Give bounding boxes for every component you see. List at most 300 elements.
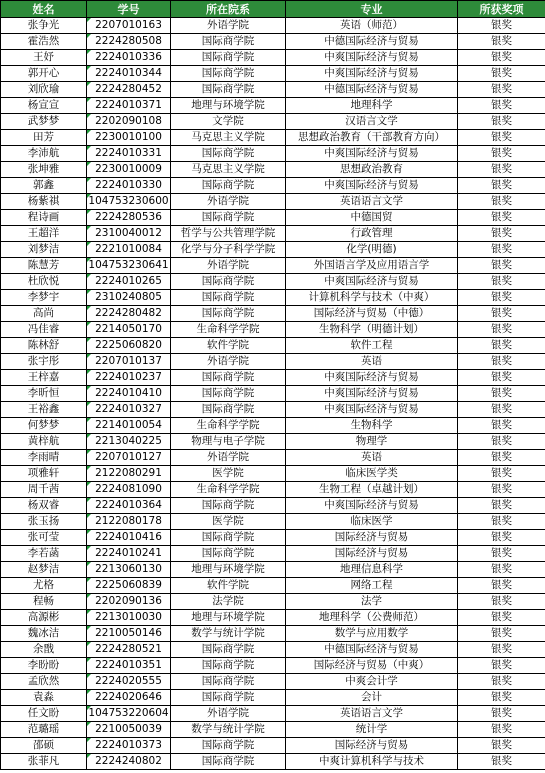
cell-student-id[interactable] — [87, 370, 171, 386]
cell-major[interactable]: 中爽国际经济与贸易 — [286, 370, 458, 386]
cell-department[interactable]: 外语学院 — [171, 450, 286, 466]
cell-award[interactable]: 银奖 — [458, 50, 545, 66]
cell-name[interactable]: 刘梦洁 — [1, 242, 87, 258]
cell-student-id[interactable] — [87, 738, 171, 754]
cell-name[interactable]: 孟欣然 — [1, 674, 87, 690]
cell-major[interactable]: 生物科学 — [286, 418, 458, 434]
student-id-text: 2224010364 — [95, 499, 162, 511]
cell-award[interactable]: 银奖 — [458, 82, 545, 98]
cell-student-id[interactable] — [87, 594, 171, 610]
cell-department[interactable]: 马克思主义学院 — [171, 130, 286, 146]
cell-department[interactable]: 外语学院 — [171, 18, 286, 34]
cell-student-id[interactable] — [87, 130, 171, 146]
cell-award[interactable]: 银奖 — [458, 130, 545, 146]
cell-name[interactable]: 袁淼 — [1, 690, 87, 706]
cell-major[interactable]: 中德国际经济与贸易 — [286, 642, 458, 658]
cell-department[interactable]: 地理与环境学院 — [171, 562, 286, 578]
student-id-text: 104753220604 — [88, 707, 169, 719]
cell-award[interactable]: 银奖 — [458, 18, 545, 34]
cell-department[interactable]: 数学与统计学院 — [171, 626, 286, 642]
cell-major[interactable]: 英语语言文学 — [286, 706, 458, 722]
header-student-id[interactable]: 学号 — [87, 1, 171, 18]
cell-student-id[interactable] — [87, 418, 171, 434]
cell-student-id[interactable] — [87, 50, 171, 66]
cell-department[interactable]: 法学院 — [171, 594, 286, 610]
cell-department[interactable]: 地理与环境学院 — [171, 610, 286, 626]
cell-name[interactable]: 高尚 — [1, 306, 87, 322]
cell-name[interactable]: 何梦梦 — [1, 418, 87, 434]
cell-name[interactable]: 张争光 — [1, 18, 87, 34]
cell-award[interactable]: 银奖 — [458, 66, 545, 82]
cell-award[interactable]: 银奖 — [458, 578, 545, 594]
cell-department[interactable]: 外语学院 — [171, 706, 286, 722]
cell-award[interactable]: 银奖 — [458, 98, 545, 114]
cell-name[interactable]: 张可莹 — [1, 530, 87, 546]
text-number-indicator-icon — [87, 210, 91, 214]
cell-major[interactable]: 网络工程 — [286, 578, 458, 594]
cell-major[interactable]: 计算机科学与技术（中爽） — [286, 290, 458, 306]
student-id-text: 2224010265 — [95, 275, 162, 287]
cell-student-id[interactable] — [87, 210, 171, 226]
cell-major[interactable]: 中德国贸 — [286, 210, 458, 226]
cell-name[interactable]: 武梦梦 — [1, 114, 87, 130]
cell-student-id[interactable] — [87, 18, 171, 34]
cell-student-id[interactable] — [87, 722, 171, 738]
cell-name[interactable]: 刘欣瑜 — [1, 82, 87, 98]
cell-department[interactable]: 国际商学院 — [171, 546, 286, 562]
cell-award[interactable]: 银奖 — [458, 146, 545, 162]
cell-name[interactable]: 张坤雅 — [1, 162, 87, 178]
table-row — [1, 754, 545, 770]
cell-student-id[interactable] — [87, 674, 171, 690]
cell-award[interactable]: 银奖 — [458, 338, 545, 354]
text-number-indicator-icon — [87, 226, 91, 230]
cell-name[interactable]: 范璐瑶 — [1, 722, 87, 738]
text-number-indicator-icon — [87, 50, 91, 54]
header-award[interactable]: 所获奖项 — [458, 1, 545, 18]
cell-award[interactable]: 银奖 — [458, 114, 545, 130]
cell-major[interactable]: 国际经济与贸易 — [286, 546, 458, 562]
table-row — [1, 562, 545, 578]
header-row — [1, 1, 545, 18]
cell-award[interactable]: 银奖 — [458, 178, 545, 194]
cell-department[interactable]: 国际商学院 — [171, 658, 286, 674]
cell-name[interactable]: 邵硕 — [1, 738, 87, 754]
text-number-indicator-icon — [87, 754, 91, 758]
cell-student-id[interactable] — [87, 98, 171, 114]
cell-student-id[interactable] — [87, 178, 171, 194]
cell-student-id[interactable] — [87, 242, 171, 258]
cell-major[interactable]: 中德国际经济与贸易 — [286, 34, 458, 50]
cell-name[interactable]: 王梓嘉 — [1, 370, 87, 386]
cell-student-id[interactable] — [87, 690, 171, 706]
cell-major[interactable]: 地理科学 — [286, 98, 458, 114]
table-row — [1, 626, 545, 642]
cell-award[interactable]: 银奖 — [458, 722, 545, 738]
cell-student-id[interactable] — [87, 322, 171, 338]
cell-major[interactable]: 地理信息科学 — [286, 562, 458, 578]
text-number-indicator-icon — [87, 578, 91, 582]
cell-department[interactable]: 物理与电子学院 — [171, 434, 286, 450]
table-row — [1, 418, 545, 434]
cell-student-id[interactable] — [87, 146, 171, 162]
cell-department[interactable]: 国际商学院 — [171, 146, 286, 162]
text-number-indicator-icon — [87, 114, 91, 118]
cell-student-id[interactable] — [87, 610, 171, 626]
text-number-indicator-icon — [87, 306, 91, 310]
cell-name[interactable]: 杨双睿 — [1, 498, 87, 514]
student-id-text: 2224010351 — [95, 659, 162, 671]
cell-major[interactable]: 行政管理 — [286, 226, 458, 242]
cell-department[interactable]: 医学院 — [171, 466, 286, 482]
cell-major[interactable]: 思想政治教育 — [286, 162, 458, 178]
table-row — [1, 226, 545, 242]
cell-major[interactable]: 国际经济与贸易 — [286, 738, 458, 754]
cell-name[interactable]: 赵梦洁 — [1, 562, 87, 578]
student-id-text: 2225060820 — [95, 339, 162, 351]
cell-award[interactable]: 银奖 — [458, 258, 545, 274]
cell-department[interactable]: 外语学院 — [171, 194, 286, 210]
text-number-indicator-icon — [87, 530, 91, 534]
header-name[interactable]: 姓名 — [1, 1, 87, 18]
cell-department[interactable]: 国际商学院 — [171, 50, 286, 66]
cell-name[interactable]: 李沛航 — [1, 146, 87, 162]
cell-major[interactable]: 地理科学（公费师范） — [286, 610, 458, 626]
cell-department[interactable]: 国际商学院 — [171, 690, 286, 706]
cell-award[interactable]: 银奖 — [458, 674, 545, 690]
cell-department[interactable]: 国际商学院 — [171, 402, 286, 418]
cell-student-id[interactable] — [87, 354, 171, 370]
cell-major[interactable]: 中爽国际经济与贸易 — [286, 178, 458, 194]
cell-student-id[interactable] — [87, 466, 171, 482]
cell-award[interactable]: 银奖 — [458, 210, 545, 226]
student-id-text: 2122080291 — [95, 467, 162, 479]
cell-name[interactable]: 霍浩然 — [1, 34, 87, 50]
text-number-indicator-icon — [87, 402, 91, 406]
text-number-indicator-icon — [87, 194, 91, 198]
cell-award[interactable]: 银奖 — [458, 498, 545, 514]
cell-department[interactable]: 国际商学院 — [171, 738, 286, 754]
cell-major[interactable]: 统计学 — [286, 722, 458, 738]
cell-department[interactable]: 国际商学院 — [171, 754, 286, 770]
cell-student-id[interactable] — [87, 450, 171, 466]
text-number-indicator-icon — [87, 338, 91, 342]
cell-department[interactable]: 国际商学院 — [171, 274, 286, 290]
cell-award[interactable]: 银奖 — [458, 546, 545, 562]
cell-award[interactable]: 银奖 — [458, 690, 545, 706]
cell-name[interactable]: 陈慧芳 — [1, 258, 87, 274]
cell-award[interactable]: 银奖 — [458, 514, 545, 530]
cell-award[interactable]: 银奖 — [458, 290, 545, 306]
table-row — [1, 66, 545, 82]
cell-student-id[interactable] — [87, 546, 171, 562]
cell-department[interactable]: 国际商学院 — [171, 66, 286, 82]
cell-department[interactable]: 国际商学院 — [171, 178, 286, 194]
header-major[interactable]: 专业 — [286, 1, 458, 18]
cell-student-id[interactable] — [87, 658, 171, 674]
cell-award[interactable]: 银奖 — [458, 466, 545, 482]
text-number-indicator-icon — [87, 418, 91, 422]
cell-student-id[interactable] — [87, 514, 171, 530]
cell-student-id[interactable] — [87, 258, 171, 274]
table-row — [1, 146, 545, 162]
cell-student-id[interactable] — [87, 34, 171, 50]
table-row — [1, 210, 545, 226]
cell-award[interactable]: 银奖 — [458, 738, 545, 754]
cell-award[interactable]: 银奖 — [458, 274, 545, 290]
cell-major[interactable]: 物理学 — [286, 434, 458, 450]
cell-name[interactable]: 杜欣悦 — [1, 274, 87, 290]
student-id-text: 2213060130 — [95, 563, 162, 575]
cell-name[interactable]: 余戬 — [1, 642, 87, 658]
cell-department[interactable]: 软件学院 — [171, 578, 286, 594]
table-row — [1, 402, 545, 418]
cell-award[interactable]: 银奖 — [458, 226, 545, 242]
cell-student-id[interactable] — [87, 226, 171, 242]
cell-student-id[interactable] — [87, 114, 171, 130]
cell-award[interactable]: 银奖 — [458, 322, 545, 338]
cell-department[interactable]: 国际商学院 — [171, 306, 286, 322]
cell-department[interactable]: 国际商学院 — [171, 498, 286, 514]
cell-award[interactable]: 银奖 — [458, 594, 545, 610]
text-number-indicator-icon — [87, 242, 91, 246]
cell-major[interactable]: 临床医学 — [286, 514, 458, 530]
cell-student-id[interactable] — [87, 386, 171, 402]
cell-student-id[interactable] — [87, 578, 171, 594]
cell-student-id[interactable] — [87, 194, 171, 210]
cell-award[interactable]: 银奖 — [458, 482, 545, 498]
cell-award[interactable]: 银奖 — [458, 370, 545, 386]
student-id-text: 2224010416 — [95, 531, 162, 543]
student-id-text: 2224280521 — [95, 643, 162, 655]
text-number-indicator-icon — [87, 130, 91, 134]
cell-major[interactable]: 会计 — [286, 690, 458, 706]
cell-award[interactable]: 银奖 — [458, 34, 545, 50]
cell-major[interactable]: 中爽国际经济与贸易 — [286, 50, 458, 66]
cell-award[interactable]: 银奖 — [458, 162, 545, 178]
cell-award[interactable]: 银奖 — [458, 242, 545, 258]
cell-student-id[interactable] — [87, 82, 171, 98]
cell-name[interactable]: 王超洋 — [1, 226, 87, 242]
student-id-text: 2224010373 — [95, 739, 162, 751]
cell-student-id[interactable] — [87, 626, 171, 642]
cell-name[interactable]: 田芳 — [1, 130, 87, 146]
cell-student-id[interactable] — [87, 530, 171, 546]
cell-department[interactable]: 国际商学院 — [171, 530, 286, 546]
cell-major[interactable]: 英语 — [286, 450, 458, 466]
table-row — [1, 178, 545, 194]
text-number-indicator-icon — [87, 690, 91, 694]
cell-major[interactable]: 汉语言文学 — [286, 114, 458, 130]
cell-department[interactable]: 马克思主义学院 — [171, 162, 286, 178]
cell-award[interactable]: 银奖 — [458, 658, 545, 674]
cell-department[interactable]: 地理与环境学院 — [171, 98, 286, 114]
table-row — [1, 98, 545, 114]
table-row — [1, 34, 545, 50]
cell-award[interactable]: 银奖 — [458, 562, 545, 578]
cell-major[interactable]: 中德国际经济与贸易 — [286, 82, 458, 98]
cell-major[interactable]: 软件工程 — [286, 338, 458, 354]
cell-name[interactable]: 李梦宇 — [1, 290, 87, 306]
cell-major[interactable]: 中爽国际经济与贸易 — [286, 498, 458, 514]
cell-student-id[interactable] — [87, 482, 171, 498]
cell-award[interactable]: 银奖 — [458, 754, 545, 770]
cell-major[interactable]: 英语（师范） — [286, 18, 458, 34]
student-id-text: 2207010127 — [95, 451, 162, 463]
text-number-indicator-icon — [87, 546, 91, 550]
cell-name[interactable]: 李盼盼 — [1, 658, 87, 674]
cell-major[interactable]: 国际经济与贸易（中德） — [286, 306, 458, 322]
cell-name[interactable]: 陈林舒 — [1, 338, 87, 354]
text-number-indicator-icon — [87, 258, 91, 262]
cell-major[interactable]: 思想政治教育（干部教育方向） — [286, 130, 458, 146]
student-id-text: 2213010030 — [95, 611, 162, 623]
cell-name[interactable]: 郭开心 — [1, 66, 87, 82]
cell-student-id[interactable] — [87, 562, 171, 578]
cell-major[interactable]: 国际经济与贸易 — [286, 530, 458, 546]
cell-major[interactable]: 中爽国际经济与贸易 — [286, 402, 458, 418]
cell-award[interactable]: 银奖 — [458, 402, 545, 418]
cell-name[interactable]: 魏冰洁 — [1, 626, 87, 642]
cell-department[interactable]: 外语学院 — [171, 258, 286, 274]
cell-award[interactable]: 银奖 — [458, 306, 545, 322]
cell-award[interactable]: 银奖 — [458, 530, 545, 546]
table-row — [1, 114, 545, 130]
cell-major[interactable]: 英语 — [286, 354, 458, 370]
cell-major[interactable]: 生物工程（卓越计划） — [286, 482, 458, 498]
cell-name[interactable]: 周千茜 — [1, 482, 87, 498]
student-id-text: 2213040225 — [95, 435, 162, 447]
cell-award[interactable]: 银奖 — [458, 626, 545, 642]
cell-name[interactable]: 程畅 — [1, 594, 87, 610]
cell-award[interactable]: 银奖 — [458, 642, 545, 658]
header-department[interactable]: 所在院系 — [171, 1, 286, 18]
cell-name[interactable]: 王妤 — [1, 50, 87, 66]
cell-department[interactable]: 国际商学院 — [171, 642, 286, 658]
cell-award[interactable]: 银奖 — [458, 354, 545, 370]
student-id-text: 2224280482 — [95, 307, 162, 319]
cell-name[interactable]: 高源彬 — [1, 610, 87, 626]
cell-name[interactable]: 冯佳睿 — [1, 322, 87, 338]
cell-major[interactable]: 数学与应用数学 — [286, 626, 458, 642]
cell-award[interactable]: 银奖 — [458, 418, 545, 434]
cell-major[interactable]: 中爽国际经济与贸易 — [286, 386, 458, 402]
cell-student-id[interactable] — [87, 402, 171, 418]
cell-student-id[interactable] — [87, 338, 171, 354]
cell-department[interactable]: 国际商学院 — [171, 370, 286, 386]
cell-name[interactable]: 郭鑫 — [1, 178, 87, 194]
cell-name[interactable]: 李若菡 — [1, 546, 87, 562]
text-number-indicator-icon — [87, 658, 91, 662]
cell-major[interactable]: 法学 — [286, 594, 458, 610]
cell-award[interactable]: 银奖 — [458, 386, 545, 402]
table-row — [1, 722, 545, 738]
cell-award[interactable]: 银奖 — [458, 706, 545, 722]
cell-major[interactable]: 中爽国际经济与贸易 — [286, 146, 458, 162]
cell-name[interactable]: 杨宣宣 — [1, 98, 87, 114]
cell-student-id[interactable] — [87, 290, 171, 306]
cell-name[interactable]: 李昕恒 — [1, 386, 87, 402]
cell-student-id[interactable] — [87, 642, 171, 658]
cell-department[interactable]: 生命科学学院 — [171, 322, 286, 338]
cell-major[interactable]: 生物科学（明德计划） — [286, 322, 458, 338]
cell-award[interactable]: 银奖 — [458, 610, 545, 626]
text-number-indicator-icon — [87, 498, 91, 502]
table-row — [1, 354, 545, 370]
cell-name[interactable]: 张宇彤 — [1, 354, 87, 370]
cell-student-id[interactable] — [87, 162, 171, 178]
cell-department[interactable]: 数学与统计学院 — [171, 722, 286, 738]
cell-name[interactable]: 任文盼 — [1, 706, 87, 722]
cell-major[interactable]: 中爽国际经济与贸易 — [286, 274, 458, 290]
cell-name[interactable]: 张玉扬 — [1, 514, 87, 530]
cell-major[interactable]: 化学(明德) — [286, 242, 458, 258]
cell-name[interactable]: 李雨晴 — [1, 450, 87, 466]
cell-department[interactable]: 国际商学院 — [171, 34, 286, 50]
cell-major[interactable]: 中爽计算机科学与技术 — [286, 754, 458, 770]
cell-name[interactable]: 王裕鑫 — [1, 402, 87, 418]
cell-student-id[interactable] — [87, 754, 171, 770]
cell-name[interactable]: 尤格 — [1, 578, 87, 594]
cell-department[interactable]: 生命科学学院 — [171, 418, 286, 434]
cell-award[interactable]: 银奖 — [458, 194, 545, 210]
cell-student-id[interactable] — [87, 498, 171, 514]
cell-student-id[interactable] — [87, 306, 171, 322]
cell-department[interactable]: 软件学院 — [171, 338, 286, 354]
cell-department[interactable]: 国际商学院 — [171, 82, 286, 98]
cell-award[interactable]: 银奖 — [458, 434, 545, 450]
student-id-text: 2224010331 — [95, 147, 162, 159]
cell-department[interactable]: 医学院 — [171, 514, 286, 530]
cell-department[interactable]: 化学与分子科学学院 — [171, 242, 286, 258]
student-id-text: 2224010241 — [95, 547, 162, 559]
cell-student-id[interactable] — [87, 274, 171, 290]
table-row — [1, 450, 545, 466]
cell-student-id[interactable] — [87, 434, 171, 450]
student-id-text: 2122080178 — [95, 515, 162, 527]
table-row — [1, 466, 545, 482]
cell-name[interactable]: 张菲凡 — [1, 754, 87, 770]
text-number-indicator-icon — [87, 514, 91, 518]
text-number-indicator-icon — [87, 466, 91, 470]
cell-major[interactable]: 临床医学类 — [286, 466, 458, 482]
cell-department[interactable]: 国际商学院 — [171, 290, 286, 306]
cell-major[interactable]: 英语语言文学 — [286, 194, 458, 210]
cell-name[interactable]: 杨紫祺 — [1, 194, 87, 210]
cell-department[interactable]: 外语学院 — [171, 354, 286, 370]
cell-major[interactable]: 国际经济与贸易（中爽） — [286, 658, 458, 674]
cell-name[interactable]: 项雅轩 — [1, 466, 87, 482]
cell-student-id[interactable] — [87, 706, 171, 722]
cell-department[interactable]: 哲学与公共管理学院 — [171, 226, 286, 242]
cell-major[interactable]: 中爽会计学 — [286, 674, 458, 690]
text-number-indicator-icon — [87, 434, 91, 438]
cell-department[interactable]: 国际商学院 — [171, 210, 286, 226]
cell-department[interactable]: 国际商学院 — [171, 386, 286, 402]
cell-name[interactable]: 黄梓航 — [1, 434, 87, 450]
cell-department[interactable]: 文学院 — [171, 114, 286, 130]
cell-department[interactable]: 国际商学院 — [171, 674, 286, 690]
student-id-text: 2224010336 — [95, 51, 162, 63]
cell-department[interactable]: 生命科学学院 — [171, 482, 286, 498]
cell-major[interactable]: 外国语言学及应用语言学 — [286, 258, 458, 274]
student-id-text: 2230010009 — [95, 163, 162, 175]
text-number-indicator-icon — [87, 706, 91, 710]
cell-major[interactable]: 中爽国际经济与贸易 — [286, 66, 458, 82]
cell-award[interactable]: 银奖 — [458, 450, 545, 466]
cell-name[interactable]: 程诗画 — [1, 210, 87, 226]
cell-student-id[interactable] — [87, 66, 171, 82]
